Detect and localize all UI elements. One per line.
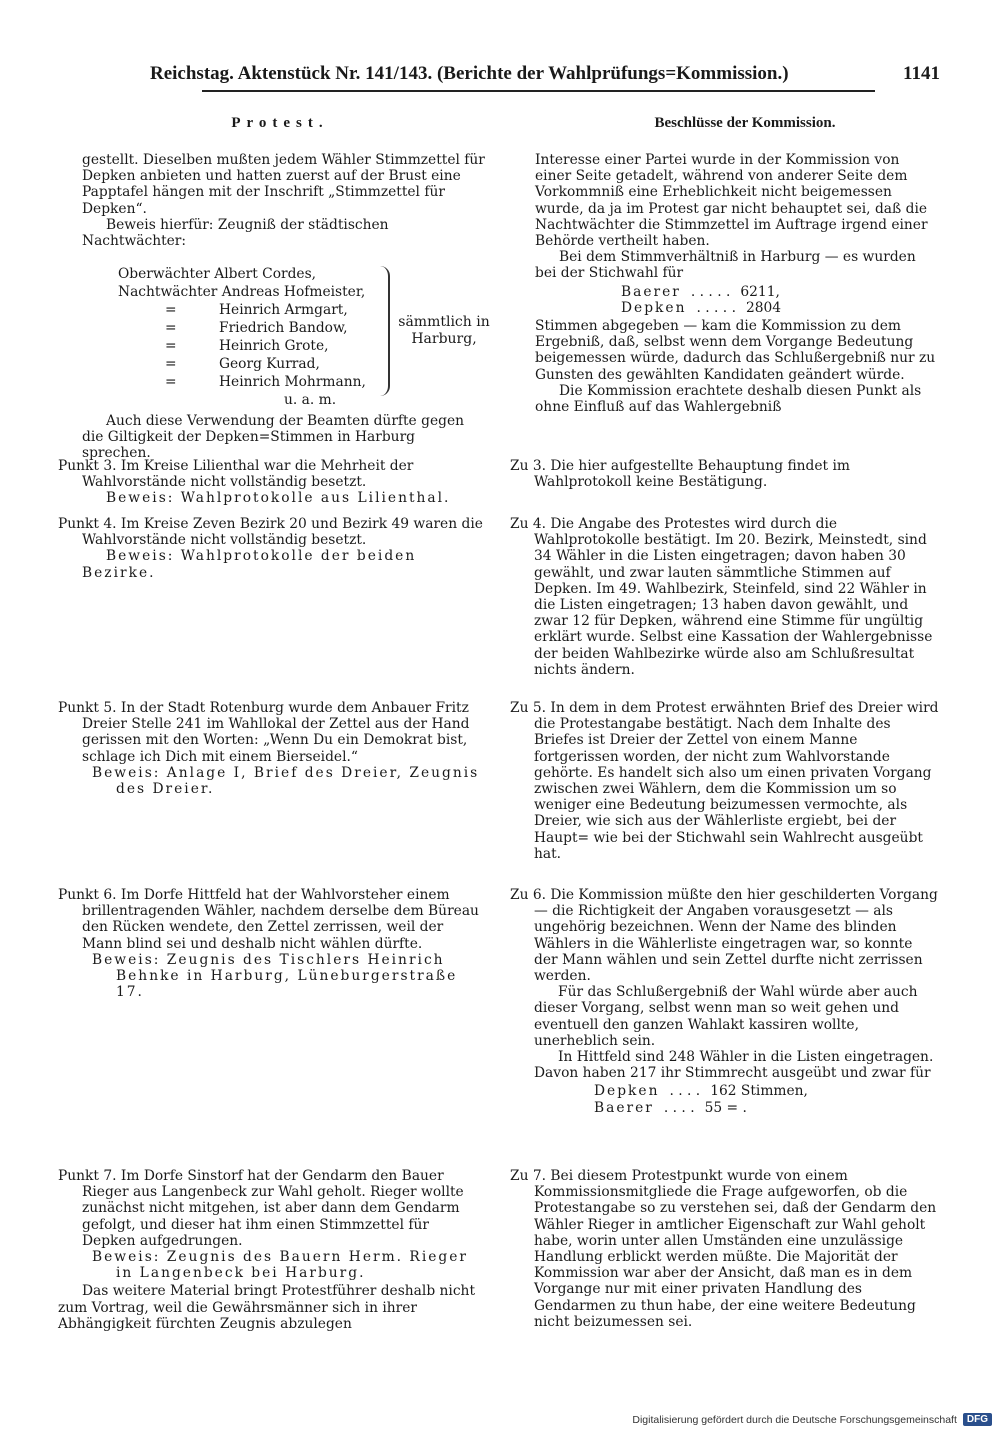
harburg-after: Stimmen abgegeben — kam die Kommission zu dem Ergebniß, daß, selbst wenn dem Vorgange Bedeutung beigemessen würde, dadurch das Schlußergebniß nur zu Gunsten des gewählten Kandidaten geändert würde. xyxy=(535,318,936,383)
watchman-row: = Friedrich Bandow, xyxy=(165,320,348,336)
zu-6-b: Für das Schlußergebniß der Wahl würde aber auch dieser Vorgang, selbst wenn man so weit gehen und eventuell den ganzen Wahlakt kassiren wollte, unerheblich sein. xyxy=(534,984,918,1049)
zu-7: Zu 7. Bei diesem Protestpunkt wurde von einem Kommissionsmitgliede die Frage aufgeworfen, ob die Protestangabe so zu verstehen sei, daß der Gendarm den Wähler Rieger in amtlicher Eigenschaft zur Wahl geholt habe, worin unter allen Umständen eine unzulässige Handlung erblickt werden müßte. Die Majorität der Kommission war aber der Ansicht, daß man es in dem Vorgange nur mit einer privaten Handlung des Gendarmen zu thun habe, der eine weitere Bedeutung nicht beizumessen sei. xyxy=(510,1168,937,1330)
ditto-mark: = xyxy=(165,338,177,354)
zu-4: Zu 4. Die Angabe des Protestes wird durch die Wahlprotokolle bestätigt. Im 20. Bezirk, Meinstedt, sind 34 Wähler in die Listen eingetragen; davon haben 30 gewählt, und zwar lauten sämmtliche Stimmen auf Depken. Im 49. Wahlbezirk, Steinfeld, sind 22 Wähler in die Listen eingetragen; 13 haben davon gewählt, und zwar 12 für Depken, während eine Stimme für ungültig erklärt wurde. Selbst eine Kassation der Wahlergebnisse der beiden Wahlbezirke würde also am Schlußresultat nichts ändern. xyxy=(510,516,933,678)
watchman-row: = Heinrich Grote, xyxy=(165,338,329,354)
ditto-mark: = xyxy=(165,356,177,372)
watchman-row: u. a. m. xyxy=(284,392,337,408)
watchman-row: = Georg Kurrad, xyxy=(165,356,320,372)
watchman-row: = Heinrich Armgart, xyxy=(165,302,348,318)
dfg-logo: DFG xyxy=(963,1413,992,1426)
harburg-intro: Bei dem Stimmverhältniß in Harburg — es wurden bei der Stichwahl für xyxy=(535,249,916,282)
watchman-row: Nachtwächter Andreas Hofmeister, xyxy=(118,284,366,300)
zu-3: Zu 3. Die hier aufgestellte Behauptung findet im Wahlprotokoll keine Bestätigung. xyxy=(510,458,850,491)
punkt-4: Punkt 4. Im Kreise Zeven Bezirk 20 und Bezirk 49 waren die Wahlvorstände nicht vollständig besetzt. Beweis: Wahlprotokolle der beiden Bezirke. xyxy=(58,516,486,581)
vote-row: Baerer . . . . . 6211, xyxy=(621,283,780,300)
zu-6: Zu 6. Die Kommission müßte den hier geschilderten Vorgang — die Richtigkeit der Angaben vorausgesetzt — als ungehörig bezeichnen. Wenn der Name des blinden Wählers in die Wählerliste eingetragen war, so konnte der Mann wählen und sein Zettel durfte nicht zerrissen werden. Für das Schlußergebniß der Wahl würde aber auch dieser Vorgang, selbst wenn man so weit gehen und eventuell den ganzen Wahlakt kassiren wollte, unerheblich sein. In Hittfeld sind 248 Wähler in die Listen eingetragen. Davon haben 217 ihr Stimmrecht ausgeübt und zwar für Depken . . . . 162 Stimmen, Baerer . . . . 55 = . xyxy=(510,887,940,1116)
watchman-row: = Heinrich Mohrmann, xyxy=(165,374,366,390)
footer xyxy=(632,1413,992,1426)
zu-5: Zu 5. In dem in dem Protest erwähnten Brief des Dreier wird die Protestangabe bestätigt. Nach dem Inhalte des Briefes ist Dreier der Zettel von einem Manne fortgerissen worden, der nicht zum Wahlvorstande gehörte. Es handelt sich also um einen privaten Vorgang zwischen zwei Wählern, dem die Kommission um so weniger eine Bedeutung beizumessen vermochte, als Dreier, wie sich aus der Wählerliste ergiebt, bei der Haupt= wie bei der Stichwahl sein Wahlrecht ausgeübt hat. xyxy=(510,700,939,862)
punkt-7: Punkt 7. Im Dorfe Sinstorf hat der Gendarm den Bauer Rieger aus Langenbeck zur Wahl geholt. Rieger wollte zunächst nicht mitgehen, ist aber dann dem Gendarm gefolgt, und dieser hat ihm einen Stimmzettel für Depken aufgedrungen. Beweis: Zeugnis des Bauern Herm. Rieger in Langenbeck bei Harburg. Das weitere Material bringt Protestführer deshalb nicht zum Vortrag, weil die Gewährsmänner sich in ihrer Abhängigkeit fürchten Zeugnis abzulegen xyxy=(58,1168,486,1332)
watchmen-list xyxy=(118,266,378,410)
right-intro-block xyxy=(535,152,940,415)
harburg-votes xyxy=(535,284,940,316)
punkt-4-proof: Beweis: Wahlprotokolle der beiden Bezirke. xyxy=(82,548,417,581)
page-number: 1141 xyxy=(903,63,940,84)
ditto-mark: = xyxy=(165,320,177,336)
footer-text: Digitalisierung gefördert durch die Deutsche Forschungsgemeinschaft xyxy=(632,1413,957,1426)
vote-row: Baerer . . . . 55 = . xyxy=(594,1099,747,1116)
header-rule xyxy=(202,90,875,92)
hittfeld-votes xyxy=(510,1083,940,1115)
running-title: Reichstag. Aktenstück Nr. 141/143. (Berichte der Wahlprüfungs=Kommission.) xyxy=(150,63,789,84)
punkt-6-proof: Beweis: Zeugnis des Tischlers Heinrich Behnke in Harburg, Lüneburgerstraße 17. xyxy=(92,951,458,1001)
ditto-mark: = xyxy=(165,374,177,390)
brace xyxy=(378,266,390,396)
right-intro: Interesse einer Partei wurde in der Kommission von einer Seite getadelt, während von anderer Seite dem Vorkommniß eine Erheblichkeit nicht beigemessen wurde, da ja im Protest gar nicht behauptet sei, daß die Nachtwächter die Stimmzettel im Auftrage irgend einer Behörde vertheilt haben. xyxy=(535,152,928,250)
vote-row: Depken . . . . . 2804 xyxy=(621,299,782,316)
zu-6-c: In Hittfeld sind 248 Wähler in die Listen eingetragen. Davon haben 217 ihr Stimmrecht ausgeübt und zwar für xyxy=(534,1049,934,1082)
vote-row: Depken . . . . 162 Stimmen, xyxy=(594,1083,808,1100)
left-after-block xyxy=(82,413,486,462)
page-header xyxy=(150,56,940,92)
punkt-6: Punkt 6. Im Dorfe Hittfeld hat der Wahlvorsteher einem brillentragenden Wähler, nachdem derselbe dem Büreau den Rücken wendete, den Zettel zerrissen, weil der Mann blind sei und deshalb nicht wählen dürfte. Beweis: Zeugnis des Tischlers Heinrich Behnke in Harburg, Lüneburgerstraße 17. xyxy=(58,887,486,1000)
brace-note: sämmtlich in Harburg, xyxy=(398,314,490,347)
punkt-3-proof: Beweis: Wahlprotokolle aus Lilienthal. xyxy=(106,490,451,507)
left-column-title: Protest. xyxy=(231,115,329,131)
watchman-row: Oberwächter Albert Cordes, xyxy=(118,266,317,282)
punkt-5: Punkt 5. In der Stadt Rotenburg wurde dem Anbauer Fritz Dreier Stelle 241 im Wahllokal der Zettel aus der Hand gerissen mit den Worten: „Wenn Du ein Demokrat bist, schlage ich Dich mit einem Bierseidel.“ Beweis: Anlage I, Brief des Dreier, Zeugnis des Dreier. xyxy=(58,700,486,797)
punkt-5-proof: Beweis: Anlage I, Brief des Dreier, Zeugnis des Dreier. xyxy=(92,764,480,798)
closing: Das weitere Material bringt Protestführer deshalb nicht zum Vortrag, weil die Gewährsmänner sich in ihrer Abhängigkeit fürchten Zeugnis abzulegen xyxy=(58,1283,475,1332)
ditto-mark: = xyxy=(165,302,177,318)
left-after: Auch diese Verwendung der Beamten dürfte gegen die Giltigkeit der Depken=Stimmen in Harburg sprechen. xyxy=(82,413,464,462)
left-intro: gestellt. Dieselben mußten jedem Wähler Stimmzettel für Depken anbieten und hatten zuerst auf der Brust eine Papptafel hängen mit der Inschrift „Stimmzettel für Depken“. xyxy=(82,152,485,217)
left-intro-block xyxy=(82,152,486,249)
punkt-7-proof: Beweis: Zeugnis des Bauern Herm. Rieger in Langenbeck bei Harburg. xyxy=(92,1249,468,1282)
proof-nightwatch: Beweis hierfür: Zeugniß der städtischen Nachtwächter: xyxy=(82,216,389,250)
harburg-conclusion: Die Kommission erachtete deshalb diesen Punkt als ohne Einfluß auf das Wahlergebniß xyxy=(535,382,922,416)
right-column-title: Beschlüsse der Kommission. xyxy=(654,115,836,131)
punkt-3: Punkt 3. Im Kreise Lilienthal war die Mehrheit der Wahlvorstände nicht vollständig besetzt. Beweis: Wahlprotokolle aus Lilienthal. xyxy=(58,458,486,507)
